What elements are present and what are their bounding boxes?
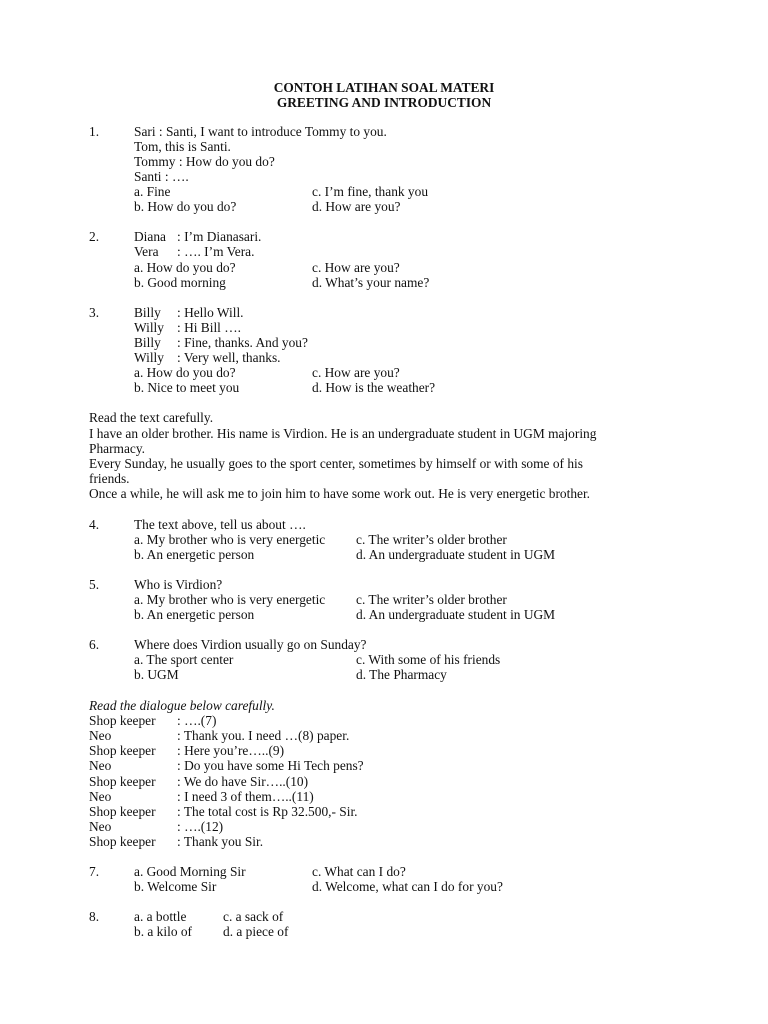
utterance: : Very well, thanks.	[177, 350, 281, 365]
option-c: c. What can I do?	[312, 864, 406, 879]
utterance: : We do have Sir…..(10)	[177, 774, 309, 789]
speaker: Billy	[134, 335, 161, 350]
option-c: c. How are you?	[312, 365, 400, 380]
option-c: c. With some of his friends	[356, 652, 501, 667]
speaker: Shop keeper	[89, 774, 156, 789]
option-c: c. I’m fine, thank you	[312, 184, 429, 199]
speaker: Willy	[134, 320, 164, 335]
document-title-line1: CONTOH LATIHAN SOAL MATERI	[273, 80, 495, 95]
utterance: : Hi Bill ….	[177, 320, 241, 335]
dialogue-line: Santi : ….	[134, 169, 189, 184]
dialogue-line: Sari : Santi, I want to introduce Tommy to you.	[134, 124, 387, 139]
question-text: The text above, tell us about ….	[134, 517, 306, 532]
utterance: : Thank you. I need …(8) paper.	[177, 728, 350, 743]
option-a: a. Fine	[134, 184, 171, 199]
option-a: a. How do you do?	[134, 365, 236, 380]
option-d: d. An undergraduate student in UGM	[356, 607, 556, 622]
option-c: c. a sack of	[223, 909, 284, 924]
passage-line: Every Sunday, he usually goes to the sport center, sometimes by himself or with some of his	[89, 456, 583, 471]
question-text: Who is Virdion?	[134, 577, 223, 592]
utterance: : Hello Will.	[177, 305, 244, 320]
option-d: d. How are you?	[312, 199, 401, 214]
speaker: Neo	[89, 819, 112, 834]
question-number: 4.	[89, 517, 100, 532]
utterance: : I’m Dianasari.	[177, 229, 262, 244]
option-a: a. a bottle	[134, 909, 187, 924]
utterance: : ….(12)	[177, 819, 224, 834]
speaker: Diana	[134, 229, 166, 244]
question-number: 1.	[89, 124, 100, 139]
dialogue-line: Tommy : How do you do?	[134, 154, 275, 169]
speaker: Neo	[89, 728, 112, 743]
utterance: : ….(7)	[177, 713, 217, 728]
utterance: : Thank you Sir.	[177, 834, 264, 849]
question-text: Where does Virdion usually go on Sunday?	[134, 637, 367, 652]
passage-instruction: Read the text carefully.	[89, 410, 214, 425]
speaker: Shop keeper	[89, 743, 156, 758]
option-b: b. Nice to meet you	[134, 380, 240, 395]
option-c: c. How are you?	[312, 260, 400, 275]
option-a: a. How do you do?	[134, 260, 236, 275]
option-b: b. How do you do?	[134, 199, 237, 214]
speaker: Neo	[89, 758, 112, 773]
speaker: Neo	[89, 789, 112, 804]
question-number: 7.	[89, 864, 100, 879]
option-b: b. Welcome Sir	[134, 879, 217, 894]
speaker: Shop keeper	[89, 804, 156, 819]
utterance: : Do you have some Hi Tech pens?	[177, 758, 364, 773]
speaker: Willy	[134, 350, 164, 365]
option-d: d. How is the weather?	[312, 380, 436, 395]
option-d: d. The Pharmacy	[356, 667, 447, 682]
speaker: Shop keeper	[89, 713, 156, 728]
passage-line: friends.	[89, 471, 130, 486]
option-c: c. The writer’s older brother	[356, 592, 507, 607]
option-a: a. The sport center	[134, 652, 234, 667]
question-number: 3.	[89, 305, 100, 320]
speaker: Vera	[134, 244, 159, 259]
dialogue-heading: Read the dialogue below carefully.	[89, 698, 275, 713]
question-number: 8.	[89, 909, 100, 924]
option-a: a. My brother who is very energetic	[134, 532, 326, 547]
option-b: b. An energetic person	[134, 547, 255, 562]
question-number: 6.	[89, 637, 100, 652]
passage-line: I have an older brother. His name is Virdion. He is an undergraduate student in UGM majoring	[89, 426, 597, 441]
speaker: Billy	[134, 305, 161, 320]
option-b: b. UGM	[134, 667, 179, 682]
utterance: : …. I’m Vera.	[177, 244, 255, 259]
passage-line: Once a while, he will ask me to join him to have some work out. He is very energetic brother.	[89, 486, 591, 501]
dialogue-line: Tom, this is Santi.	[134, 139, 231, 154]
option-d: d. Welcome, what can I do for you?	[312, 879, 503, 894]
utterance: : The total cost is Rp 32.500,- Sir.	[177, 804, 358, 819]
option-d: d. An undergraduate student in UGM	[356, 547, 556, 562]
utterance: : Here you’re…..(9)	[177, 743, 285, 758]
question-number: 5.	[89, 577, 100, 592]
option-a: a. Good Morning Sir	[134, 864, 246, 879]
speaker: Shop keeper	[89, 834, 156, 849]
option-a: a. My brother who is very energetic	[134, 592, 326, 607]
document-title-line2: GREETING AND INTRODUCTION	[276, 95, 492, 110]
question-number: 2.	[89, 229, 100, 244]
option-b: b. Good morning	[134, 275, 226, 290]
option-d: d. a piece of	[223, 924, 289, 939]
utterance: : I need 3 of them…..(11)	[177, 789, 314, 804]
option-c: c. The writer’s older brother	[356, 532, 507, 547]
option-d: d. What’s your name?	[312, 275, 430, 290]
utterance: : Fine, thanks. And you?	[177, 335, 308, 350]
passage-line: Pharmacy.	[89, 441, 146, 456]
option-b: b. a kilo of	[134, 924, 193, 939]
option-b: b. An energetic person	[134, 607, 255, 622]
